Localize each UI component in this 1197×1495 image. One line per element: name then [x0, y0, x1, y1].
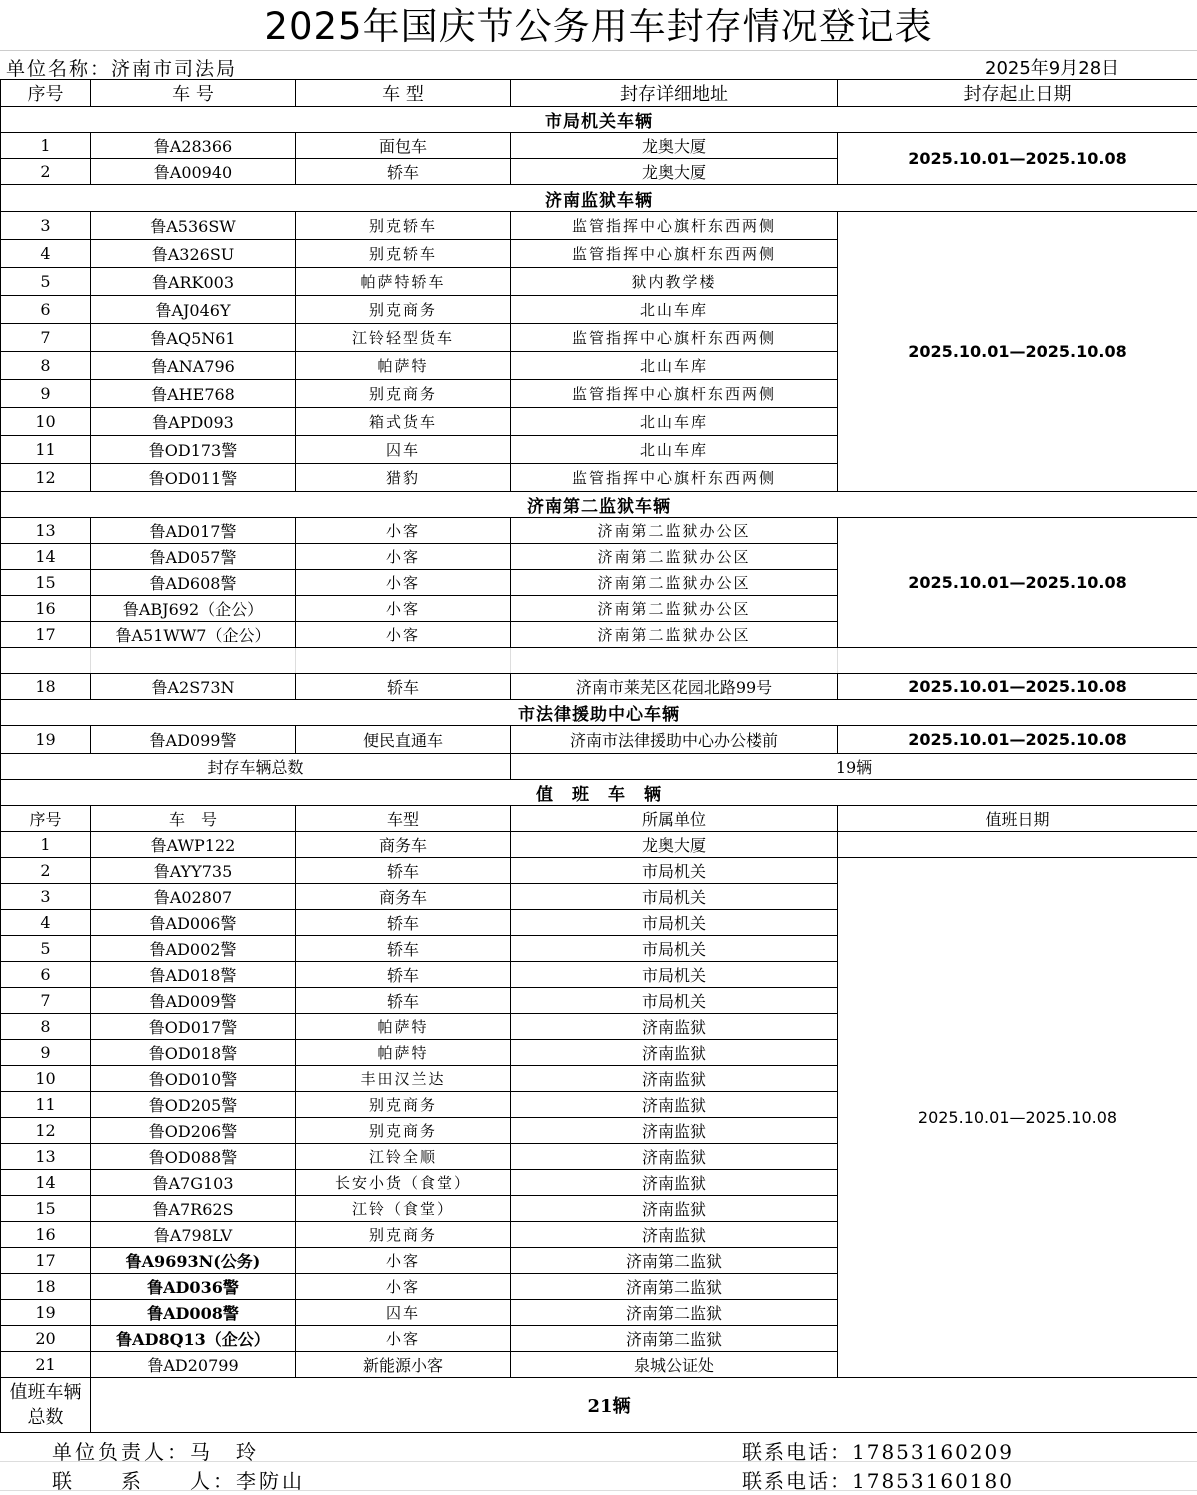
cell-seq: 17 [1, 1248, 91, 1274]
cell-address: 济南市法律援助中心办公楼前 [511, 726, 838, 754]
cell-seq: 2 [1, 858, 91, 884]
cell-type: 猎豹 [296, 464, 511, 492]
cell-plate: 鲁A9693N(公务) [91, 1248, 296, 1274]
cell-seq: 19 [1, 1300, 91, 1326]
cell-type: 小客 [296, 544, 511, 570]
cell-type: 便民直通车 [296, 726, 511, 754]
cell-unit: 市局机关 [511, 910, 838, 936]
footer-row-leader [0, 1433, 1197, 1462]
cell-plate: 鲁AD8Q13（企公） [91, 1326, 296, 1352]
cell-seq: 15 [1, 570, 91, 596]
cell-address: 济南第二监狱办公区 [511, 518, 838, 544]
cell-type: 别克轿车 [296, 240, 511, 268]
cell-plate: 鲁A28366 [91, 133, 296, 159]
cell-unit: 济南监狱 [511, 1040, 838, 1066]
cell-type: 别克商务 [296, 1092, 511, 1118]
cell-plate: 鲁ABJ692（企公） [91, 596, 296, 622]
cell-type: 商务车 [296, 832, 511, 858]
cell-plate: 鲁AHE768 [91, 380, 296, 408]
cell-type: 长安小货（食堂） [296, 1170, 511, 1196]
cell-unit: 济南监狱 [511, 1170, 838, 1196]
unit-leader: 单位负责人：马 玲 [52, 1440, 259, 1464]
cell-date-range: 2025.10.01—2025.10.08 [838, 674, 1197, 700]
sealed-total-value: 19辆 [511, 754, 1197, 780]
duty-header-type: 车型 [296, 806, 511, 832]
cell-plate: 鲁OD017警 [91, 1014, 296, 1040]
section-row [1, 107, 1197, 133]
cell-address: 济南市莱芜区花园北路99号 [511, 674, 838, 700]
cell-date-range: 2025.10.01—2025.10.08 [838, 133, 1197, 185]
section-title: 济南第二监狱车辆 [1, 492, 1197, 518]
cell-plate: 鲁OD011警 [91, 464, 296, 492]
blank-row [1, 648, 1197, 674]
cell-type: 别克轿车 [296, 212, 511, 240]
cell-seq: 11 [1, 436, 91, 464]
cell-seq: 12 [1, 464, 91, 492]
contact-phone: 联系电话：17853160180 [742, 1469, 1014, 1493]
cell-type: 新能源小客 [296, 1352, 511, 1378]
cell-plate: 鲁AQ5N61 [91, 324, 296, 352]
cell-plate: 鲁AD008警 [91, 1300, 296, 1326]
page-title: 2025年国庆节公务用车封存情况登记表 [0, 0, 1197, 51]
cell-seq: 8 [1, 352, 91, 380]
cell-seq: 14 [1, 1170, 91, 1196]
cell-address: 监管指挥中心旗杆东西两侧 [511, 324, 838, 352]
cell-unit: 济南监狱 [511, 1222, 838, 1248]
cell-seq: 1 [1, 832, 91, 858]
cell-plate: 鲁AD017警 [91, 518, 296, 544]
cell-address: 北山车库 [511, 408, 838, 436]
cell-seq: 2 [1, 159, 91, 185]
cell-address: 监管指挥中心旗杆东西两侧 [511, 464, 838, 492]
duty-header-seq: 序号 [1, 806, 91, 832]
header-dates: 封存起止日期 [838, 80, 1197, 107]
table-row [1, 674, 1197, 700]
cell-unit: 市局机关 [511, 936, 838, 962]
cell-type: 面包车 [296, 133, 511, 159]
cell-seq: 10 [1, 1066, 91, 1092]
cell-seq: 4 [1, 240, 91, 268]
footer [0, 1433, 1197, 1493]
duty-total-row [1, 1378, 1197, 1433]
cell-type: 江铃全顺 [296, 1144, 511, 1170]
sealed-total-row [1, 754, 1197, 780]
cell-seq: 4 [1, 910, 91, 936]
cell-address: 济南第二监狱办公区 [511, 544, 838, 570]
cell-type: 小客 [296, 1248, 511, 1274]
cell-plate: 鲁A51WW7（企公） [91, 622, 296, 648]
cell-plate: 鲁A798LV [91, 1222, 296, 1248]
cell-seq: 6 [1, 296, 91, 324]
cell-type: 帕萨特 [296, 352, 511, 380]
cell-seq: 5 [1, 936, 91, 962]
cell-plate: 鲁AD036警 [91, 1274, 296, 1300]
section-title: 市法律援助中心车辆 [1, 700, 1197, 726]
cell-date-range: 2025.10.01—2025.10.08 [838, 212, 1197, 492]
cell-plate: 鲁AJ046Y [91, 296, 296, 324]
duty-total-label: 值班车辆总数 [1, 1378, 91, 1433]
cell-seq: 16 [1, 1222, 91, 1248]
cell-plate: 鲁AD018警 [91, 962, 296, 988]
cell-seq: 10 [1, 408, 91, 436]
cell-seq: 1 [1, 133, 91, 159]
cell-plate: 鲁A00940 [91, 159, 296, 185]
cell-unit: 济南第二监狱 [511, 1274, 838, 1300]
cell-unit: 市局机关 [511, 962, 838, 988]
cell-address: 监管指挥中心旗杆东西两侧 [511, 240, 838, 268]
cell-plate: 鲁OD205警 [91, 1092, 296, 1118]
cell-seq: 12 [1, 1118, 91, 1144]
cell-seq: 13 [1, 518, 91, 544]
cell-unit: 市局机关 [511, 988, 838, 1014]
duty-header-unit: 所属单位 [511, 806, 838, 832]
cell-type: 江铃轻型货车 [296, 324, 511, 352]
cell-unit: 济南第二监狱 [511, 1248, 838, 1274]
cell-address: 北山车库 [511, 436, 838, 464]
unit-name: 单位名称：济南市司法局 [6, 58, 238, 80]
cell-address: 北山车库 [511, 296, 838, 324]
cell-unit: 济南监狱 [511, 1092, 838, 1118]
cell-unit: 济南监狱 [511, 1118, 838, 1144]
cell-plate: 鲁AD057警 [91, 544, 296, 570]
table-row [1, 212, 1197, 240]
cell-unit: 济南第二监狱 [511, 1300, 838, 1326]
cell-plate: 鲁AYY735 [91, 858, 296, 884]
section-title: 市局机关车辆 [1, 107, 1197, 133]
cell-empty [838, 832, 1197, 858]
cell-plate: 鲁AD099警 [91, 726, 296, 754]
cell-date-range: 2025.10.01—2025.10.08 [838, 726, 1197, 754]
contact-person: 联 系 人：李防山 [52, 1469, 305, 1493]
cell-type: 江铃（食堂） [296, 1196, 511, 1222]
cell-type: 轿车 [296, 962, 511, 988]
cell-seq: 15 [1, 1196, 91, 1222]
cell-address: 狱内教学楼 [511, 268, 838, 296]
cell-plate: 鲁AWP122 [91, 832, 296, 858]
cell-seq: 20 [1, 1326, 91, 1352]
duty-date-range: 2025.10.01—2025.10.08 [838, 858, 1197, 1378]
cell-plate: 鲁APD093 [91, 408, 296, 436]
cell-seq: 13 [1, 1144, 91, 1170]
cell-type: 别克商务 [296, 1118, 511, 1144]
cell-plate: 鲁AD002警 [91, 936, 296, 962]
table-row [1, 518, 1197, 544]
duty-total-value: 21辆 [91, 1378, 1197, 1433]
cell-type: 小客 [296, 1274, 511, 1300]
duty-header-row [1, 806, 1197, 832]
cell-unit: 济南监狱 [511, 1066, 838, 1092]
cell-unit: 龙奥大厦 [511, 832, 838, 858]
cell-seq: 7 [1, 324, 91, 352]
header-type: 车 型 [296, 80, 511, 107]
cell-unit: 济南监狱 [511, 1014, 838, 1040]
header-seq: 序号 [1, 80, 91, 107]
cell-plate: 鲁OD088警 [91, 1144, 296, 1170]
cell-plate: 鲁OD018警 [91, 1040, 296, 1066]
header-address: 封存详细地址 [511, 80, 838, 107]
cell-seq: 18 [1, 674, 91, 700]
cell-type: 小客 [296, 518, 511, 544]
section-row [1, 185, 1197, 212]
cell-seq: 8 [1, 1014, 91, 1040]
cell-seq: 5 [1, 268, 91, 296]
cell-unit: 济南监狱 [511, 1196, 838, 1222]
cell-type: 囚车 [296, 436, 511, 464]
cell-address: 济南第二监狱办公区 [511, 622, 838, 648]
cell-address: 北山车库 [511, 352, 838, 380]
cell-type: 别克商务 [296, 380, 511, 408]
cell-seq: 3 [1, 212, 91, 240]
cell-plate: 鲁AD608警 [91, 570, 296, 596]
header-plate: 车 号 [91, 80, 296, 107]
duty-header-dates: 值班日期 [838, 806, 1197, 832]
cell-type: 丰田汉兰达 [296, 1066, 511, 1092]
cell-type: 帕萨特 [296, 1040, 511, 1066]
section-row [1, 780, 1197, 806]
cell-address: 龙奥大厦 [511, 159, 838, 185]
cell-type: 别克商务 [296, 1222, 511, 1248]
cell-address: 监管指挥中心旗杆东西两侧 [511, 380, 838, 408]
cell-plate: 鲁A7G103 [91, 1170, 296, 1196]
cell-seq: 21 [1, 1352, 91, 1378]
cell-seq: 16 [1, 596, 91, 622]
cell-type: 商务车 [296, 884, 511, 910]
section-title: 值 班 车 辆 [1, 780, 1197, 806]
cell-address: 龙奥大厦 [511, 133, 838, 159]
table-row [1, 858, 1197, 884]
cell-seq: 18 [1, 1274, 91, 1300]
cell-address: 济南第二监狱办公区 [511, 596, 838, 622]
cell-plate: 鲁AD20799 [91, 1352, 296, 1378]
cell-type: 轿车 [296, 159, 511, 185]
cell-unit: 市局机关 [511, 858, 838, 884]
section-title: 济南监狱车辆 [1, 185, 1197, 212]
cell-plate: 鲁A02807 [91, 884, 296, 910]
cell-seq: 6 [1, 962, 91, 988]
cell-type: 别克商务 [296, 296, 511, 324]
cell-type: 帕萨特 [296, 1014, 511, 1040]
cell-type: 轿车 [296, 910, 511, 936]
cell-plate: 鲁AD006警 [91, 910, 296, 936]
cell-type: 轿车 [296, 988, 511, 1014]
header-row [1, 80, 1197, 107]
cell-seq: 11 [1, 1092, 91, 1118]
cell-plate: 鲁ARK003 [91, 268, 296, 296]
leader-phone: 联系电话：17853160209 [742, 1440, 1014, 1464]
cell-seq: 9 [1, 380, 91, 408]
cell-type: 轿车 [296, 858, 511, 884]
cell-type: 小客 [296, 570, 511, 596]
duty-header-plate: 车 号 [91, 806, 296, 832]
cell-type: 小客 [296, 622, 511, 648]
cell-type: 帕萨特轿车 [296, 268, 511, 296]
cell-seq: 7 [1, 988, 91, 1014]
cell-type: 箱式货车 [296, 408, 511, 436]
vehicle-table [0, 79, 1197, 1433]
cell-type: 小客 [296, 1326, 511, 1352]
cell-seq: 14 [1, 544, 91, 570]
cell-seq: 9 [1, 1040, 91, 1066]
table-row [1, 832, 1197, 858]
table-row [1, 133, 1197, 159]
cell-unit: 泉城公证处 [511, 1352, 838, 1378]
footer-row-contact [0, 1462, 1197, 1491]
report-date: 2025年9月28日 [985, 58, 1120, 79]
cell-plate: 鲁OD173警 [91, 436, 296, 464]
cell-plate: 鲁A2S73N [91, 674, 296, 700]
section-row [1, 700, 1197, 726]
cell-address: 监管指挥中心旗杆东西两侧 [511, 212, 838, 240]
cell-unit: 市局机关 [511, 884, 838, 910]
section-row [1, 492, 1197, 518]
cell-plate: 鲁OD206警 [91, 1118, 296, 1144]
cell-type: 轿车 [296, 674, 511, 700]
cell-unit: 济南监狱 [511, 1144, 838, 1170]
cell-date-range: 2025.10.01—2025.10.08 [838, 518, 1197, 648]
cell-seq: 19 [1, 726, 91, 754]
cell-plate: 鲁ANA796 [91, 352, 296, 380]
cell-plate: 鲁AD009警 [91, 988, 296, 1014]
cell-unit: 济南第二监狱 [511, 1326, 838, 1352]
table-row [1, 726, 1197, 754]
cell-type: 轿车 [296, 936, 511, 962]
cell-plate: 鲁OD010警 [91, 1066, 296, 1092]
cell-type: 小客 [296, 596, 511, 622]
sealed-total-label: 封存车辆总数 [1, 754, 511, 780]
cell-address: 济南第二监狱办公区 [511, 570, 838, 596]
cell-plate: 鲁A7R62S [91, 1196, 296, 1222]
cell-plate: 鲁A326SU [91, 240, 296, 268]
cell-plate: 鲁A536SW [91, 212, 296, 240]
cell-seq: 17 [1, 622, 91, 648]
meta-row [0, 51, 1197, 79]
cell-type: 囚车 [296, 1300, 511, 1326]
cell-seq: 3 [1, 884, 91, 910]
